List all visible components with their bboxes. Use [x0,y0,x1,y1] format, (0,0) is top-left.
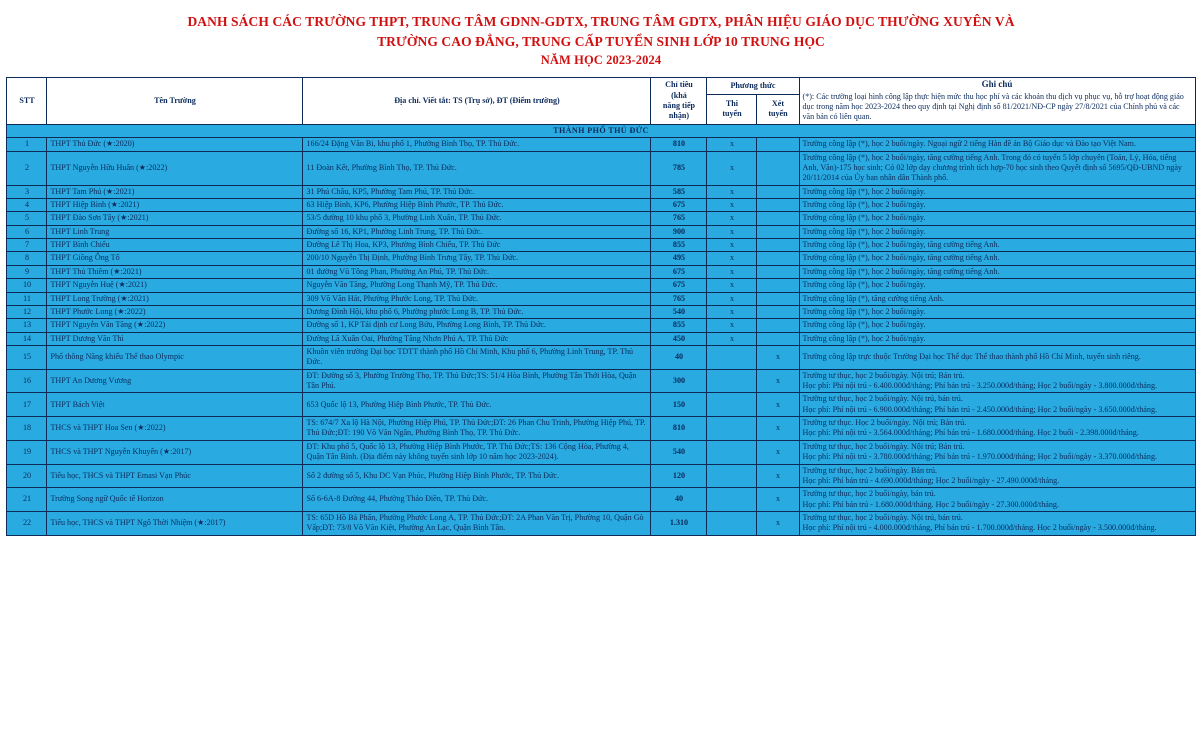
cell-method-exam [707,417,757,441]
cell-method-exam: x [707,305,757,318]
text-line: TS: 674/7 Xa lộ Hà Nội, Phường Hiệp Phú, TP. Thủ Đức; [306,418,494,428]
cell-note [799,319,1195,332]
cell-address [303,279,651,292]
cell-method-exam [707,464,757,488]
document-title [0,0,1202,69]
cell-quota: 675 [651,265,707,278]
text-line: Đường số 16, KP1, Phường Linh Trung, TP. Thủ Đức. [306,226,483,236]
cell-quota: 900 [651,225,707,238]
text-line: ĐT: 190 Võ Văn Ngân, Phường Bình Thọ, TP. Thủ Đức. [337,428,521,438]
text-line: 166/24 Đặng Văn Bi, khu phố 1, Phường Bình Thọ, TP. Thủ Đức. [306,139,520,149]
cell-address [303,252,651,265]
cell-quota: 450 [651,332,707,345]
title-line-2: TRƯỜNG CAO ĐẲNG, TRUNG CẤP TUYỂN SINH LỚP 10 TRUNG HỌC [377,33,825,49]
method-review-line-2: tuyển [768,109,788,119]
cell-address [303,185,651,198]
cell-method-exam: x [707,185,757,198]
cell-quota: 495 [651,252,707,265]
text-line: ĐT: Khu phố 5, Quốc lộ 13, Phường Hiệp Bình Phước, TP. Thủ Đức; [306,441,531,451]
cell-stt: 5 [7,212,47,225]
cell-method-review [757,225,799,238]
cell-school-name: THPT Giồng Ông Tố [47,252,303,265]
cell-address [303,332,651,345]
table-row[interactable] [7,185,1195,198]
cell-quota: 150 [651,393,707,417]
col-header-stt: STT [7,78,47,125]
cell-method-exam: x [707,332,757,345]
cell-stt: 2 [7,151,47,185]
table-row[interactable] [7,305,1195,318]
col-header-method-exam [707,95,757,125]
method-review-line-1: Xét [771,99,785,109]
text-line: TS: 51/4 Hòa Bình, Phường Tân Thới Hòa, Quận Tân Phú. [306,370,637,391]
cell-method-exam [707,345,757,369]
section-label: THÀNH PHỐ THỦ ĐỨC [7,124,1195,137]
title-line-3: NĂM HỌC 2023-2024 [540,53,662,68]
text-line: Trường công lập (*), học 2 buổi/ngày. [802,333,926,343]
cell-method-exam: x [707,225,757,238]
cell-stt: 7 [7,239,47,252]
cell-stt: 15 [7,345,47,369]
col-header-address: Địa chỉ. Viết tắt: TS (Trụ sở), ĐT (Điểm trường) [303,78,651,125]
text-line: 31 Phú Châu, KP5, Phường Tam Phú, TP. Thủ Đức. [306,186,475,196]
text-line: Dương Đình Hội, khu phố 6, Phường phước Long B, TP. Thủ Đức. [306,306,524,316]
cell-method-review [757,292,799,305]
cell-address [303,212,651,225]
cell-school-name: THPT Nguyễn Văn Tăng (★:2022) [47,319,303,332]
text-line: Khuôn viên trường Đại học TDTT thành phố Hồ Chí Minh, Khu phố 6, Phường Linh Trung, TP. Thủ Đức. [306,346,634,367]
cell-stt: 19 [7,440,47,464]
text-line: ĐT: 73/8 Võ Văn Kiệt, Phường An Lạc, Quận Bình Tân. [322,523,506,533]
cell-quota: 675 [651,279,707,292]
text-line: Học phí: Phí bán trú - 1.680.000đ/tháng. Học 2 buổi/ngày - 27.300.000đ/tháng. [802,499,1059,509]
method-exam-line-1: Thi [725,99,739,109]
cell-quota: 1.310 [651,511,707,535]
quota-line-3: năng tiếp [662,101,696,111]
cell-method-review [757,239,799,252]
cell-method-review [757,138,799,151]
cell-method-exam: x [707,319,757,332]
cell-address [303,199,651,212]
text-line: Số 6-6A-8 Đường 44, Phường Thảo Điền, TP. Thủ Đức. [306,494,489,504]
cell-note [799,212,1195,225]
cell-method-review [757,185,799,198]
title-line-1: DANH SÁCH CÁC TRƯỜNG THPT, TRUNG TÂM GDNN-GDTX, TRUNG TÂM GDTX, PHÂN HIỆU GIÁO DỤC THƯỜNG XUYÊN VÀ [187,14,1015,29]
table-body [7,124,1195,535]
quota-line-2: (khả [671,90,687,100]
cell-note [799,369,1195,393]
cell-school-name: Phổ thông Năng khiếu Thể thao Olympic [47,345,303,369]
table-row[interactable] [7,319,1195,332]
cell-method-review [757,212,799,225]
text-line: Trường công lập (*), học 2 buổi/ngày. [802,306,926,316]
cell-method-exam [707,393,757,417]
table-row[interactable] [7,511,1195,535]
col-header-method-review [757,95,799,125]
cell-address [303,151,651,185]
cell-note [799,239,1195,252]
text-line: Trường tư thục, học 2 buổi/ngày. Nội trú; Bán trú. [802,370,965,380]
table-row[interactable] [7,440,1195,464]
table-row[interactable] [7,369,1195,393]
cell-quota: 585 [651,185,707,198]
cell-stt: 9 [7,265,47,278]
cell-school-name: THPT Bình Chiểu [47,239,303,252]
text-line: Học phí: Phí nội trú - 3.564.000đ/tháng; Phí bán trú - 1.680.000đ/tháng. Học 2 buổi - 2.398.000đ/tháng. [802,428,1139,438]
cell-address [303,417,651,441]
cell-quota: 765 [651,292,707,305]
table-row[interactable] [7,292,1195,305]
cell-method-review: x [757,464,799,488]
cell-method-exam: x [707,212,757,225]
table-row[interactable] [7,332,1195,345]
cell-address [303,511,651,535]
cell-stt: 20 [7,464,47,488]
table-row[interactable] [7,252,1195,265]
cell-stt: 16 [7,369,47,393]
cell-school-name: Tiểu học, THCS và THPT Ngô Thời Nhiệm (★:2017) [47,511,303,535]
text-line: 309 Võ Văn Hát, Phường Phước Long, TP. Thủ Đức. [306,293,479,303]
cell-stt: 17 [7,393,47,417]
cell-school-name: THPT Thủ Thiêm (★:2021) [47,265,303,278]
cell-school-name: THPT Đào Sơn Tây (★:2021) [47,212,303,225]
table-row[interactable] [7,225,1195,238]
cell-method-exam: x [707,279,757,292]
col-header-quota [651,78,707,125]
cell-note [799,151,1195,185]
cell-method-review: x [757,511,799,535]
cell-note [799,345,1195,369]
text-line: Trường tư thục, học 2 buổi/ngày. Nội trú, bán trú. [802,512,963,522]
text-line: Trường công lập (*), học 2 buổi/ngày. [802,280,926,290]
text-line: Trường công lập (*), học 2 buổi/ngày. Ngoại ngữ 2 tiếng Hàn đề án Bộ Giáo dục và Đào tạo Việt Nam. [802,139,1136,149]
cell-note [799,279,1195,292]
cell-method-review [757,265,799,278]
text-line: TS: 65D Hồ Bá Phấn, Phường Phước Long A, TP. Thủ Đức; [306,512,502,522]
text-line: Nguyễn Văn Tăng, Phường Long Thạnh Mỹ, TP. Thủ Đức. [306,280,498,290]
cell-method-review: x [757,440,799,464]
cell-note [799,138,1195,151]
cell-note [799,440,1195,464]
method-exam-line-2: tuyển [722,109,742,119]
text-line: 653 Quốc lộ 13, Phường Hiệp Bình Phước, TP. Thủ Đức. [306,399,492,409]
cell-stt: 13 [7,319,47,332]
cell-school-name: THPT Hiệp Bình (★:2021) [47,199,303,212]
text-line: ĐT: 2A Phan Văn Trị, Phường 10, Quận Gò Vấp; [306,512,644,533]
text-line: Trường tư thục, học 2 buổi/ngày. Nội trú; Bán trú. [802,441,965,451]
cell-quota: 810 [651,417,707,441]
cell-address [303,265,651,278]
text-line: 53/5 đường 10 khu phố 3, Phường Linh Xuân, TP. Thủ Đức. [306,213,502,223]
cell-quota: 40 [651,488,707,512]
cell-quota: 810 [651,138,707,151]
cell-method-review [757,279,799,292]
text-line: ĐT: Đường số 3, Phường Trường Thọ, TP. Thủ Đức; [306,370,477,380]
text-line: Trường công lập (*), học 2 buổi/ngày, tăng cường tiếng Anh. [802,266,1000,276]
cell-note [799,199,1195,212]
table-row[interactable] [7,345,1195,369]
cell-note [799,488,1195,512]
cell-stt: 4 [7,199,47,212]
text-line: Trường tư thục, học 2 buổi/ngày. Nội trú, bán trú. [802,394,963,404]
cell-address [303,393,651,417]
text-line: Trường tư thục, học 2 buổi/ngày. Bán trú. [802,465,938,475]
table-row[interactable] [7,464,1195,488]
cell-method-review [757,305,799,318]
cell-method-exam: x [707,292,757,305]
table-row[interactable] [7,488,1195,512]
table-row[interactable] [7,138,1195,151]
cell-note [799,225,1195,238]
cell-note [799,393,1195,417]
cell-address [303,305,651,318]
text-line: Học phí: Phí bán trú - 4.690.000đ/tháng; Học 2 buổi/ngày - 27.490.000đ/tháng. [802,475,1060,485]
cell-method-review: x [757,488,799,512]
cell-note [799,265,1195,278]
cell-address [303,239,651,252]
cell-method-exam: x [707,199,757,212]
cell-method-exam: x [707,151,757,185]
cell-stt: 1 [7,138,47,151]
text-line: 200/10 Nguyễn Thị Định, Phường Bình Trưng Tây, TP. Thủ Đức. [306,253,518,263]
text-line: Trường công lập (*), học 2 buổi/ngày. [802,213,926,223]
cell-method-review: x [757,369,799,393]
text-line: Học phí: Phí nội trú - 6.400.000đ/tháng; Phí bán trú - 3.250.000đ/tháng; Học 2 buổi/ngày - 3.800.000đ/tháng. [802,381,1158,391]
cell-school-name: THPT Nguyễn Hữu Huân (★:2022) [47,151,303,185]
cell-note [799,305,1195,318]
cell-school-name: THPT Bách Việt [47,393,303,417]
cell-stt: 18 [7,417,47,441]
cell-method-review: x [757,345,799,369]
cell-school-name: THPT Phước Long (★:2022) [47,305,303,318]
text-line: Học phí: Phí nội trú - 6.900.000đ/tháng; Phí bán trú - 2.450.000đ/tháng; Học 2 buổi/ngày - 3.650.000đ/tháng. [802,404,1158,414]
cell-address [303,369,651,393]
cell-address [303,345,651,369]
text-line: Trường công lập trực thuộc Trường Đại học Thể dục Thể thao thành phố Hồ Chí Minh, tuyển sinh riêng. [802,352,1141,362]
col-header-name: Tên Trường [47,78,303,125]
col-header-method-group: Phương thức [707,78,799,95]
cell-address [303,319,651,332]
cell-stt: 8 [7,252,47,265]
text-line: Trường công lập (*), học 2 buổi/ngày. [802,200,926,209]
col-header-note [799,78,1195,125]
text-line: Trường công lập (*), học 2 buổi/ngày, tăng cường tiếng Anh. Trong đó có tuyển 5 lớp chuyên (Toán, Lý, Hóa, tiếng Anh, Văn)-175 học sinh; Có 02 lớp dạy chương trình tích hợp-70 học sinh theo Quyết định số 5695/QĐ-UBND ngày 20/11/2014 của Ủy ban nhân dân Thành phố. [802,152,1182,183]
table-header [7,78,1195,125]
cell-stt: 11 [7,292,47,305]
cell-quota: 855 [651,239,707,252]
text-line: Trường tư thục. Học 2 buổi/ngày. Nội trú; Bán trú. [802,418,967,428]
text-line: Đường số 1, KP Tái định cư Long Bửu, Phường Long Bình, TP. Thủ Đức. [306,320,546,330]
cell-method-exam: x [707,252,757,265]
text-line: 11 Đoàn Kết, Phường Bình Thọ, TP. Thủ Đức. [306,162,457,172]
section-row [7,124,1195,137]
cell-school-name: THPT Tam Phú (★:2021) [47,185,303,198]
cell-method-review [757,252,799,265]
text-line: Trường công lập (*), học 2 buổi/ngày. [802,320,926,330]
cell-method-exam: x [707,138,757,151]
cell-method-review: x [757,393,799,417]
table-row[interactable] [7,265,1195,278]
quota-line-4: nhận) [668,111,690,121]
cell-stt: 3 [7,185,47,198]
text-line: TS: 136 Cộng Hòa, Phường 4, Quận Tân Bình. (Địa điểm này không tuyển sinh lớp 10 năm học 2023-2024). [306,441,629,462]
cell-quota: 120 [651,464,707,488]
text-line: ĐT: 26 Phan Chu Trinh, Phường Hiệp Phú, TP. Thủ Đức; [306,418,646,438]
cell-method-exam: x [707,265,757,278]
cell-school-name: THPT Linh Trung [47,225,303,238]
text-line: Trường công lập (*), học 2 buổi/ngày, tăng cường tiếng Anh. [802,253,1000,263]
text-line: Trường công lập (*), tăng cường tiếng Anh. [802,293,944,303]
cell-quota: 540 [651,305,707,318]
text-line: Đường Lê Thị Hoa, KP3, Phường Bình Chiểu, TP. Thủ Đức [306,240,501,250]
cell-stt: 21 [7,488,47,512]
cell-school-name: Tiểu học, THCS và THPT Emasi Vạn Phúc [47,464,303,488]
cell-stt: 12 [7,305,47,318]
table-row[interactable] [7,279,1195,292]
table-row[interactable] [7,212,1195,225]
schools-table [6,77,1195,535]
text-line: Trường công lập (*), học 2 buổi/ngày. [802,226,926,236]
cell-method-exam [707,369,757,393]
cell-school-name: THPT Long Trường (★:2021) [47,292,303,305]
cell-quota: 540 [651,440,707,464]
text-line: 01 đường Vũ Tông Phan, Phường An Phú, TP. Thủ Đức. [306,266,490,276]
cell-school-name: THPT Dương Văn Thì [47,332,303,345]
cell-quota: 855 [651,319,707,332]
cell-address [303,488,651,512]
cell-method-review [757,151,799,185]
cell-note [799,252,1195,265]
cell-note [799,417,1195,441]
text-line: Số 2 đường số 5, Khu DC Vạn Phúc, Phường Hiệp Bình Phước, TP. Thủ Đức. [306,470,560,480]
cell-method-exam [707,440,757,464]
cell-note [799,511,1195,535]
cell-address [303,225,651,238]
text-line: Đường Lã Xuân Oai, Phường Tăng Nhơn Phú A, TP. Thủ Đức [306,333,509,343]
cell-school-name: THCS và THPT Nguyễn Khuyến (★:2017) [47,440,303,464]
cell-address [303,440,651,464]
cell-address [303,138,651,151]
cell-method-review: x [757,417,799,441]
text-line: Trường tư thục, học 2 buổi/ngày, bán trú. [802,489,936,499]
text-line: Học phí: Phí nội trú - 3.780.000đ/tháng; Phí bán trú - 1.970.000đ/tháng; Học 2 buổi/ngày - 3.370.000đ/tháng. [802,452,1158,462]
cell-method-exam [707,511,757,535]
cell-note [799,185,1195,198]
text-line: Học phí: Phí nội trú - 4.000.000đ/tháng, Phí bán trú - 1.700.000đ/tháng. Học 2 buổi/ngày - 3.500.000đ/tháng. [802,523,1157,533]
table-row[interactable] [7,199,1195,212]
cell-quota: 765 [651,212,707,225]
cell-method-exam: x [707,239,757,252]
table-row[interactable] [7,151,1195,185]
cell-quota: 300 [651,369,707,393]
cell-quota: 675 [651,199,707,212]
cell-address [303,292,651,305]
table-row[interactable] [7,417,1195,441]
cell-note [799,464,1195,488]
cell-school-name: Trường Song ngữ Quốc tế Horizon [47,488,303,512]
cell-quota: 40 [651,345,707,369]
cell-note [799,292,1195,305]
cell-stt: 14 [7,332,47,345]
cell-school-name: THCS và THPT Hoa Sen (★:2022) [47,417,303,441]
note-header-body: (*): Các trường loại hình công lập thực hiện mức thu học phí và các khoản thu dịch vụ phục vụ, hỗ trợ hoạt động giáo dục trong năm học 2023-2024 theo quy định tại Nghị định số 81/2021/NĐ-CP ngày 27/8/2021 của Chính phủ và các văn bản có liên quan. [802,91,1184,122]
note-header-title: Ghi chú [981,79,1013,90]
cell-stt: 22 [7,511,47,535]
cell-quota: 785 [651,151,707,185]
text-line: Trường công lập (*), học 2 buổi/ngày, tăng cường tiếng Anh. [802,240,1000,250]
cell-note [799,332,1195,345]
quota-line-1: Chỉ tiêu [665,80,693,90]
cell-method-exam [707,488,757,512]
cell-address [303,464,651,488]
cell-method-review [757,332,799,345]
cell-stt: 10 [7,279,47,292]
header-row-1 [7,78,1195,95]
table-row[interactable] [7,239,1195,252]
cell-school-name: THPT An Dương Vương [47,369,303,393]
cell-school-name: THPT Nguyễn Huệ (★:2021) [47,279,303,292]
text-line: 63 Hiệp Bình, KP6, Phường Hiệp Bình Phước, TP. Thủ Đức. [306,200,504,209]
cell-method-review [757,319,799,332]
text-line: Trường công lập (*), học 2 buổi/ngày. [802,186,926,196]
cell-stt: 6 [7,225,47,238]
cell-method-review [757,199,799,212]
cell-school-name: THPT Thủ Đức (★:2020) [47,138,303,151]
table-row[interactable] [7,393,1195,417]
